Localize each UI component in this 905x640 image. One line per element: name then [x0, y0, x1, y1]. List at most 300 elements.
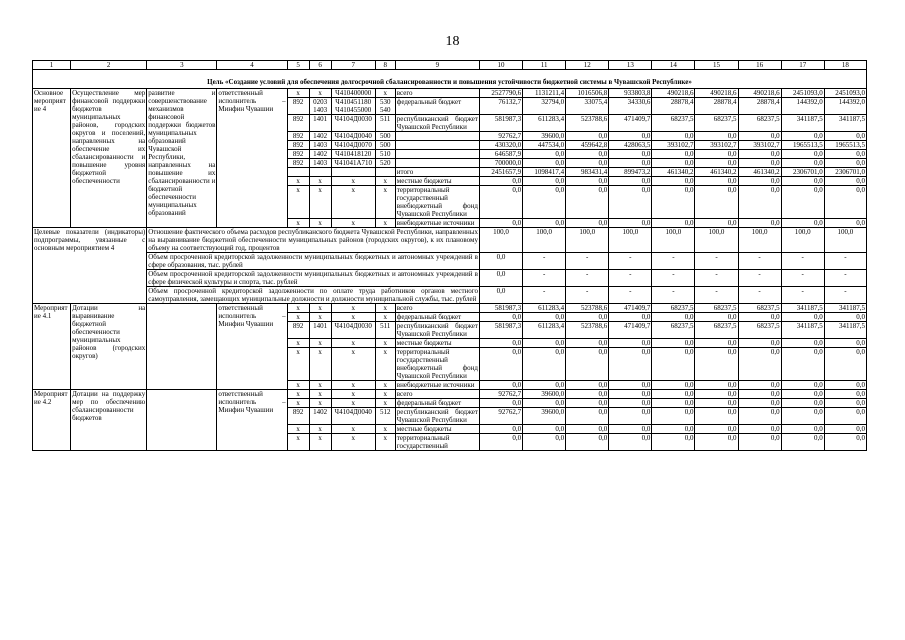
amount-cell: 461340,2: [652, 168, 695, 177]
column-number: 7: [331, 61, 375, 70]
funding-source: федеральный бюджет: [395, 98, 479, 115]
budget-code: 500: [375, 132, 395, 141]
column-number: 14: [652, 61, 695, 70]
column-number: 4: [217, 61, 287, 70]
amount-cell: 0,0: [479, 177, 522, 186]
funding-source: [395, 141, 479, 150]
amount-cell: 0,0: [479, 339, 522, 348]
amount-cell: 0,0: [479, 381, 522, 390]
amount-cell: 983431,4: [566, 168, 609, 177]
funding-source: территориальный государственный: [395, 434, 479, 451]
table-row: [33, 304, 867, 313]
amount-cell: 0,0: [781, 313, 824, 322]
amount-cell: 341187,5: [824, 322, 866, 339]
indicator-text: Объем просроченной кредиторской задолженности муниципальных бюджетных и автономных учреждений в сфере физической культуры и спорта, тыс. рублей: [148, 270, 478, 286]
amount-cell: 0,0: [523, 186, 566, 219]
amount-cell: 341187,5: [781, 115, 824, 132]
funding-source: территориальный государственный внебюджетный фонд Чувашской Республики: [396, 186, 478, 218]
budget-code: х: [309, 399, 331, 408]
column-number: 11: [523, 61, 566, 70]
budget-code: х: [331, 434, 375, 451]
budget-code: х: [309, 313, 331, 322]
indicators-label: Целевые показатели (индикаторы) подпрограммы, увязанные с основным мероприятием 4: [33, 228, 147, 304]
indicator-value: -: [609, 253, 652, 270]
funding-source: территориальный государственный внебюджетный фонд Чувашской Республики: [396, 348, 478, 380]
amount-cell: 0,0: [609, 132, 652, 141]
indicator-value: 100,0: [738, 228, 781, 253]
amount-cell: 68237,5: [738, 115, 781, 132]
amount-cell: 0,0: [695, 186, 738, 219]
goal-row: [33, 70, 867, 89]
table-row: [33, 89, 867, 98]
amount-cell: 0,0: [738, 408, 781, 425]
budget-code: х: [375, 399, 395, 408]
amount-cell: 0,0: [781, 348, 824, 381]
budget-code: х: [309, 219, 331, 228]
budget-code: х: [375, 304, 395, 313]
amount-cell: 0,0: [738, 399, 781, 408]
budget-code: 1401: [309, 115, 331, 132]
indicator-value: -: [738, 270, 781, 287]
amount-cell: 0,0: [824, 150, 866, 159]
amount-cell: 144392,0: [824, 98, 866, 115]
budget-code: х: [375, 177, 395, 186]
indicator-value: -: [781, 287, 824, 304]
amount-cell: 68237,5: [695, 115, 738, 132]
event-task: развитие и совершенствование механизмов финансовой поддержки бюджетов муниципальных образований Чувашской Республики, направленных на повышение их сбалансированности и бюджетной обеспеченности муниципальных образований: [147, 89, 217, 228]
budget-code: х: [375, 219, 395, 228]
amount-cell: 0,0: [609, 381, 652, 390]
indicator-value: -: [566, 270, 609, 287]
amount-cell: 0,0: [781, 132, 824, 141]
indicator-value: 100,0: [609, 228, 652, 253]
amount-cell: 76132,7: [479, 98, 522, 115]
budget-code: [309, 168, 331, 177]
budget-code: 511: [375, 322, 395, 339]
amount-cell: 1016506,8: [566, 89, 609, 98]
amount-cell: 0,0: [652, 339, 695, 348]
budget-code: 1403: [309, 141, 331, 150]
amount-cell: 2527790,6: [479, 89, 522, 98]
amount-cell: 447534,0: [523, 141, 566, 150]
budget-code: х: [375, 89, 395, 98]
amount-cell: 393102,7: [738, 141, 781, 150]
amount-cell: 0,0: [523, 150, 566, 159]
amount-cell: 700000,0: [479, 159, 522, 168]
budget-code: 892: [287, 115, 309, 132]
amount-cell: 0,0: [523, 425, 566, 434]
amount-cell: 34330,6: [609, 98, 652, 115]
indicator-row: [33, 253, 867, 270]
amount-cell: 0,0: [695, 150, 738, 159]
budget-code: 510: [375, 150, 395, 159]
indicator-value: -: [609, 270, 652, 287]
amount-cell: 461340,2: [695, 168, 738, 177]
amount-cell: 0,0: [523, 177, 566, 186]
amount-cell: 0,0: [781, 159, 824, 168]
amount-cell: 1098417,4: [523, 168, 566, 177]
budget-code: х: [309, 177, 331, 186]
goal-title: Цель «Создание условий для обеспечения долгосрочной сбалансированности и повышения устойчивости бюджетной системы в Чувашской Республике»: [33, 70, 867, 89]
amount-cell: 0,0: [738, 348, 781, 381]
amount-cell: 0,0: [566, 159, 609, 168]
amount-cell: 68237,5: [652, 304, 695, 313]
indicator-value: -: [781, 253, 824, 270]
budget-code: х: [309, 186, 331, 219]
column-number: 16: [738, 61, 781, 70]
amount-cell: 0,0: [824, 313, 866, 322]
funding-source: республиканский бюджет Чувашской Республики: [396, 322, 478, 338]
event-type: Мероприятие 4.1: [33, 304, 71, 390]
indicator-value: 100,0: [695, 228, 738, 253]
amount-cell: 0,0: [824, 132, 866, 141]
amount-cell: 341187,5: [781, 322, 824, 339]
budget-code: х: [309, 304, 331, 313]
budget-code: Ч410418120: [331, 150, 375, 159]
column-number: 2: [71, 61, 147, 70]
budget-code: х: [287, 313, 309, 322]
budget-code: 892: [287, 141, 309, 150]
amount-cell: 0,0: [652, 159, 695, 168]
amount-cell: 0,0: [824, 159, 866, 168]
amount-cell: 0,0: [781, 408, 824, 425]
budget-code: х: [309, 390, 331, 399]
indicator-value: 100,0: [652, 228, 695, 253]
amount-cell: 0,0: [738, 150, 781, 159]
budget-code: х: [375, 313, 395, 322]
event-executor: ответственный исполнитель – Минфин Чувашии: [217, 390, 287, 451]
amount-cell: 0,0: [652, 348, 695, 381]
budget-code: х: [309, 425, 331, 434]
event-executor: ответственный исполнитель – Минфин Чувашии: [217, 89, 287, 228]
funding-source: федеральный бюджет: [395, 313, 479, 322]
indicator-value: 100,0: [566, 228, 609, 253]
amount-cell: 0,0: [738, 132, 781, 141]
amount-cell: 646587,9: [479, 150, 522, 159]
budget-code: х: [287, 399, 309, 408]
funding-source: местные бюджеты: [395, 339, 479, 348]
amount-cell: 0,0: [695, 399, 738, 408]
indicator-value: -: [824, 270, 866, 287]
amount-cell: 0,0: [695, 381, 738, 390]
amount-cell: 0,0: [695, 425, 738, 434]
budget-code: Ч410451180 Ч410455000: [331, 98, 375, 115]
amount-cell: 0,0: [523, 434, 566, 451]
indicator-row: [33, 287, 867, 304]
amount-cell: 0,0: [695, 390, 738, 399]
amount-cell: 0,0: [609, 159, 652, 168]
column-number: 5: [287, 61, 309, 70]
column-number: 17: [781, 61, 824, 70]
funding-source: федеральный бюджет: [395, 399, 479, 408]
amount-cell: 0,0: [781, 219, 824, 228]
amount-cell: 0,0: [479, 399, 522, 408]
amount-cell: 0,0: [738, 434, 781, 451]
amount-cell: 0,0: [824, 399, 866, 408]
amount-cell: 0,0: [738, 381, 781, 390]
budget-code: 1401: [309, 322, 331, 339]
indicator-value: -: [652, 270, 695, 287]
budget-code: Ч4104Д0070: [331, 141, 375, 150]
amount-cell: 341187,5: [824, 304, 866, 313]
amount-cell: 0,0: [738, 339, 781, 348]
amount-cell: 0,0: [824, 348, 866, 381]
indicator-row: [33, 228, 867, 253]
amount-cell: 0,0: [523, 219, 566, 228]
amount-cell: 0,0: [479, 186, 522, 219]
indicator-value: 0,0: [479, 270, 522, 287]
amount-cell: 0,0: [566, 399, 609, 408]
budget-code: 1402: [309, 408, 331, 425]
amount-cell: 0,0: [609, 150, 652, 159]
amount-cell: 611283,4: [523, 115, 566, 132]
amount-cell: 0,0: [781, 390, 824, 399]
amount-cell: 0,0: [566, 313, 609, 322]
amount-cell: 523788,6: [566, 304, 609, 313]
amount-cell: 471409,7: [609, 115, 652, 132]
column-number: 18: [824, 61, 866, 70]
budget-code: 530 540: [375, 98, 395, 115]
budget-code: х: [287, 339, 309, 348]
amount-cell: 0,0: [479, 313, 522, 322]
funding-source: республиканский бюджет Чувашской Республики: [396, 408, 478, 424]
indicator-value: -: [523, 287, 566, 304]
amount-cell: 0,0: [824, 408, 866, 425]
funding-source: [395, 159, 479, 168]
amount-cell: 471409,7: [609, 322, 652, 339]
budget-code: х: [375, 186, 395, 219]
column-number: 12: [566, 61, 609, 70]
amount-cell: 490218,6: [738, 89, 781, 98]
amount-cell: 0,0: [566, 348, 609, 381]
budget-code: Ч410400000: [331, 89, 375, 98]
amount-cell: 393102,7: [652, 141, 695, 150]
amount-cell: 0,0: [523, 381, 566, 390]
amount-cell: 0,0: [566, 186, 609, 219]
indicator-value: -: [695, 270, 738, 287]
indicator-value: -: [523, 270, 566, 287]
amount-cell: 0,0: [479, 425, 522, 434]
indicator-value: -: [824, 287, 866, 304]
indicator-row: [33, 270, 867, 287]
amount-cell: 1965513,5: [824, 141, 866, 150]
indicator-value: -: [695, 287, 738, 304]
column-number: 10: [479, 61, 522, 70]
budget-code: 511: [375, 115, 395, 132]
budget-code: х: [309, 434, 331, 451]
amount-cell: 1965513,5: [781, 141, 824, 150]
amount-cell: 0,0: [781, 399, 824, 408]
amount-cell: 0,0: [738, 177, 781, 186]
amount-cell: 0,0: [695, 132, 738, 141]
budget-code: х: [287, 186, 309, 219]
amount-cell: 933803,8: [609, 89, 652, 98]
budget-code: х: [331, 381, 375, 390]
table-row: [33, 390, 867, 399]
budget-code: 892: [287, 159, 309, 168]
budget-code: х: [331, 390, 375, 399]
budget-code: х: [331, 339, 375, 348]
amount-cell: 0,0: [566, 132, 609, 141]
amount-cell: 0,0: [479, 219, 522, 228]
amount-cell: 581987,3: [479, 322, 522, 339]
column-number: 8: [375, 61, 395, 70]
budget-code: 520: [375, 159, 395, 168]
budget-code: [287, 168, 309, 177]
amount-cell: 0,0: [652, 219, 695, 228]
amount-cell: 92762,7: [479, 132, 522, 141]
funding-source: республиканский бюджет Чувашской Республики: [396, 115, 478, 131]
amount-cell: 28878,4: [652, 98, 695, 115]
amount-cell: 0,0: [781, 339, 824, 348]
amount-cell: 0,0: [566, 434, 609, 451]
column-number: 9: [395, 61, 479, 70]
amount-cell: 0,0: [566, 381, 609, 390]
amount-cell: 39600,0: [523, 132, 566, 141]
amount-cell: 0,0: [479, 348, 522, 381]
amount-cell: 471409,7: [609, 304, 652, 313]
amount-cell: 2451093,0: [824, 89, 866, 98]
amount-cell: 28878,4: [695, 98, 738, 115]
indicator-value: -: [781, 270, 824, 287]
amount-cell: 0,0: [738, 219, 781, 228]
amount-cell: 28878,4: [738, 98, 781, 115]
amount-cell: 0,0: [566, 177, 609, 186]
budget-code: [331, 168, 375, 177]
event-task: [147, 390, 217, 451]
budget-code: х: [309, 381, 331, 390]
amount-cell: 0,0: [824, 339, 866, 348]
amount-cell: 428063,5: [609, 141, 652, 150]
amount-cell: 1131211,4: [523, 89, 566, 98]
amount-cell: 0,0: [566, 339, 609, 348]
amount-cell: 0,0: [609, 313, 652, 322]
amount-cell: 92762,7: [479, 390, 522, 399]
amount-cell: 0,0: [609, 186, 652, 219]
column-number: 6: [309, 61, 331, 70]
amount-cell: 0,0: [609, 177, 652, 186]
budget-code: х: [287, 390, 309, 399]
amount-cell: 39600,0: [523, 408, 566, 425]
amount-cell: 0,0: [652, 186, 695, 219]
amount-cell: 2306701,0: [824, 168, 866, 177]
indicator-value: 100,0: [781, 228, 824, 253]
amount-cell: 341187,5: [824, 115, 866, 132]
budget-code: 1402: [309, 132, 331, 141]
amount-cell: 2451657,9: [479, 168, 522, 177]
amount-cell: 32794,0: [523, 98, 566, 115]
funding-source: всего: [395, 390, 479, 399]
amount-cell: 0,0: [652, 150, 695, 159]
amount-cell: 0,0: [566, 425, 609, 434]
indicator-value: -: [652, 287, 695, 304]
amount-cell: 0,0: [652, 434, 695, 451]
column-number: 15: [695, 61, 738, 70]
amount-cell: 899473,2: [609, 168, 652, 177]
amount-cell: 0,0: [695, 434, 738, 451]
amount-cell: 581987,3: [479, 304, 522, 313]
amount-cell: 0,0: [523, 159, 566, 168]
amount-cell: 0,0: [781, 434, 824, 451]
budget-code: х: [375, 339, 395, 348]
budget-code: х: [287, 381, 309, 390]
funding-source: всего: [395, 304, 479, 313]
event-executor: ответственный исполнитель – Минфин Чувашии: [217, 304, 287, 390]
funding-source: внебюджетные источники: [395, 219, 479, 228]
budget-code: х: [375, 434, 395, 451]
indicator-value: 0,0: [479, 253, 522, 270]
amount-cell: 0,0: [609, 390, 652, 399]
budget-code: х: [331, 399, 375, 408]
budget-code: Ч4104Д0040: [331, 408, 375, 425]
amount-cell: 0,0: [738, 159, 781, 168]
event-name: Осуществление мер финансовой поддержки бюджетов муниципальных районов, городских округов и поселений, направленных на обеспечение их сбалансированности и повышение уровня бюджетной обеспеченности: [71, 89, 147, 228]
amount-cell: 0,0: [566, 219, 609, 228]
amount-cell: 0,0: [609, 408, 652, 425]
budget-code: х: [287, 304, 309, 313]
amount-cell: 0,0: [652, 399, 695, 408]
budget-code: 1403: [309, 159, 331, 168]
budget-code: х: [287, 425, 309, 434]
budget-code: 892: [287, 132, 309, 141]
amount-cell: 0,0: [652, 313, 695, 322]
budget-code: 892: [287, 408, 309, 425]
amount-cell: 393102,7: [695, 141, 738, 150]
funding-source: всего: [395, 89, 479, 98]
amount-cell: 0,0: [523, 348, 566, 381]
amount-cell: 0,0: [609, 348, 652, 381]
budget-code: х: [331, 304, 375, 313]
amount-cell: 0,0: [609, 434, 652, 451]
amount-cell: 0,0: [566, 150, 609, 159]
amount-cell: 68237,5: [695, 322, 738, 339]
indicator-value: -: [738, 287, 781, 304]
amount-cell: 0,0: [652, 177, 695, 186]
amount-cell: 0,0: [609, 399, 652, 408]
amount-cell: 0,0: [652, 381, 695, 390]
event-name: Дотации на поддержку мер по обеспечению сбалансированности бюджетов: [71, 390, 147, 451]
amount-cell: 0,0: [695, 159, 738, 168]
amount-cell: 0,0: [824, 186, 866, 219]
amount-cell: 0,0: [695, 219, 738, 228]
amount-cell: 341187,5: [781, 304, 824, 313]
column-number: 13: [609, 61, 652, 70]
funding-source: местные бюджеты: [395, 177, 479, 186]
amount-cell: 68237,5: [738, 322, 781, 339]
amount-cell: 92762,7: [479, 408, 522, 425]
budget-code: х: [331, 219, 375, 228]
indicator-text: Объем просроченной кредиторской задолженности по оплате труда работников органов местного самоуправления, замещающих муниципальные должности и должности муниципальной службы, тыс. рублей: [148, 287, 478, 303]
indicator-value: -: [523, 253, 566, 270]
budget-code: 892: [287, 322, 309, 339]
amount-cell: 0,0: [609, 425, 652, 434]
amount-cell: 0,0: [824, 434, 866, 451]
amount-cell: 0,0: [652, 390, 695, 399]
amount-cell: 0,0: [824, 390, 866, 399]
indicator-text: Объем просроченной кредиторской задолженности муниципальных бюджетных и автономных учреждений в сфере образования, тыс. рублей: [148, 253, 478, 269]
column-number-row: [33, 61, 867, 70]
indicator-value: 100,0: [479, 228, 522, 253]
amount-cell: 0,0: [609, 219, 652, 228]
indicator-value: -: [652, 253, 695, 270]
event-name: Дотации на выравнивание бюджетной обеспеченности муниципальных районов (городских округов): [71, 304, 147, 390]
budget-code: х: [309, 89, 331, 98]
amount-cell: 0,0: [824, 381, 866, 390]
amount-cell: 68237,5: [652, 115, 695, 132]
budget-code: х: [331, 425, 375, 434]
budget-code: х: [287, 177, 309, 186]
budget-code: 0203 1403: [309, 98, 331, 115]
